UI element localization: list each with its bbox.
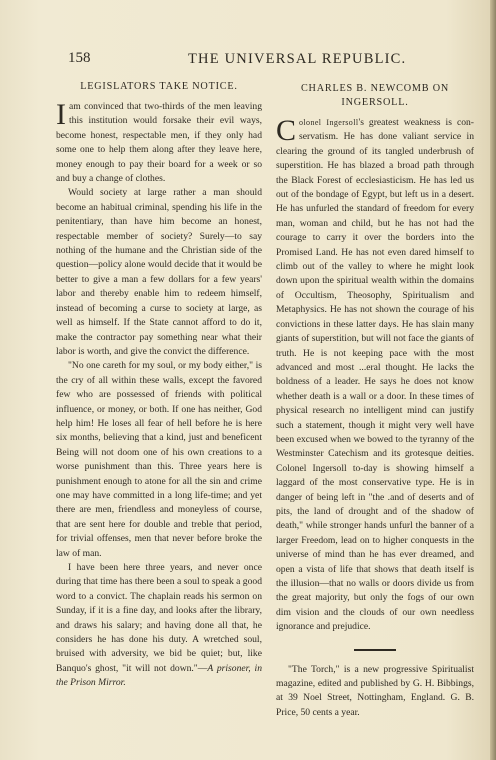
page-edge [490, 0, 496, 760]
running-title: THE UNIVERSAL REPUBLIC. [188, 51, 407, 67]
paragraph-text: am convinced that two-thirds of the men leaving this institution would forsake their evil ways, become honest, respectable men, if they only had some one to help them along after they leave here, money enough to pay their board for a week or so and buy a change of clothes. [56, 101, 262, 185]
drop-cap: I [56, 98, 66, 131]
drop-cap: C [276, 114, 297, 147]
article-paragraph: "No one careth for my soul, or my body either," is the cry of all within these walls, except the favored few who are possessed of friends with political influence, or money, or both. If one has neither, God help him! He loses all fear of hell before he is here six months, believing that a kind, just and beneficent Being will not doom one of his own creations to a worse punishment than this. Three years here is punishment enough to atone for all the sin and crime one may have committed in a long life-time; and yet there are men, friendless and moneyless of course, that are sent here for double and treble that period, for trivial offenses, men that never before broke the law of man. [56, 360, 262, 559]
article-title-legislators: LEGISLATORS TAKE NOTICE. [80, 81, 238, 92]
page-header [64, 50, 466, 72]
article-paragraph [56, 100, 262, 186]
paragraph-text: I have been here three years, and never once during that time has there been a soul to speak a good word to a convict. The chaplain reads his sermon on Sunday, if it is a fine day, and looks after the library, and draws his salary; and having done all that, he considers he has done his duty. A wretched soul, bruised with adversity, we bid be quiet; but, like Banquo's ghost, "it will not down."— [56, 562, 262, 674]
right-column [276, 82, 474, 720]
source-attribution: A prisoner, in the Prison Mirror. [56, 662, 262, 689]
article-paragraph [276, 116, 474, 635]
left-column [56, 80, 262, 691]
paragraph-text: 's greatest weakness is con-servatism. He has done valiant service in clearing the ground of its tangled underbrush of superstition. He has blazed a broad path through the Black Forest of ecclesiasticism. He has led us out of the bondage of Egypt, but left us in a desert. He has unfurled the standard of freedom for every man, woman and child, but he has not had the courage to carry it over the borders into the Promised Land. He has not even dared himself to climb out of the valley to where he might look down upon the spiritual wealth within the domains of Occultism, Theosophy, Spiritualism and Metaphysics. He has not shown the courage of his convictions in these latter days. He has slain many giants of superstition, but will not face the giants of truth. He is not keeping pace with the most advanced and most ...eral thought. He lacks the boldness of a leader. He says he does not know whether death is a wall or a door. In these times of physical research no intelligent mind can justify such a statement, though it might very well have been excused when we bowed to the tyranny of the Westminster Catechism and its grotesque deities. Colonel Ingersoll to-day is showing himself a laggard of the most conservative type. He is in danger of being left in "the .and of deserts and of pits, the land of drought and of the shadow of death," while stronger hands unfurl the banner of a larger Freedom, lead on to higher conquests in the universe of mind than he has ever dreamed, and open a vista of life that shows that death itself is the illusion—that no walls or doors divide us from the great majority, but only the fogs of our own dim vision and the clouds of our own needless ignorance and prejudice. [276, 117, 474, 633]
section-divider [354, 649, 396, 651]
notice-paragraph: "The Torch," is a new progressive Spiritualist magazine, edited and published by G. H. Bibbings, at 39 Noel Street, Nottingham, England. G. B. Price, 50 cents a year. [276, 663, 474, 718]
article-paragraph [56, 561, 262, 691]
article-paragraph: Would society at large rather a man should become an habitual criminal, spending his life in the penitentiary, than have him become an honest, respectable member of society? Surely—to say nothing of the humane and the Christian side of the question—policy alone would decide that it would be better to give a man a few dollars for a few years' labor and thereby enable him to redeem himself, instead of becoming a curse to society at large, as well as himself. If the State cannot afford to do it, make the contractor pay something near what their labor is worth, and give the convict the difference. [56, 187, 262, 357]
article-title-ingersoll: CHARLES B. NEWCOMB ON INGERSOLL. [300, 83, 450, 108]
smallcaps-text: olonel Ingersoll [299, 118, 359, 127]
page-number: 158 [68, 50, 91, 66]
